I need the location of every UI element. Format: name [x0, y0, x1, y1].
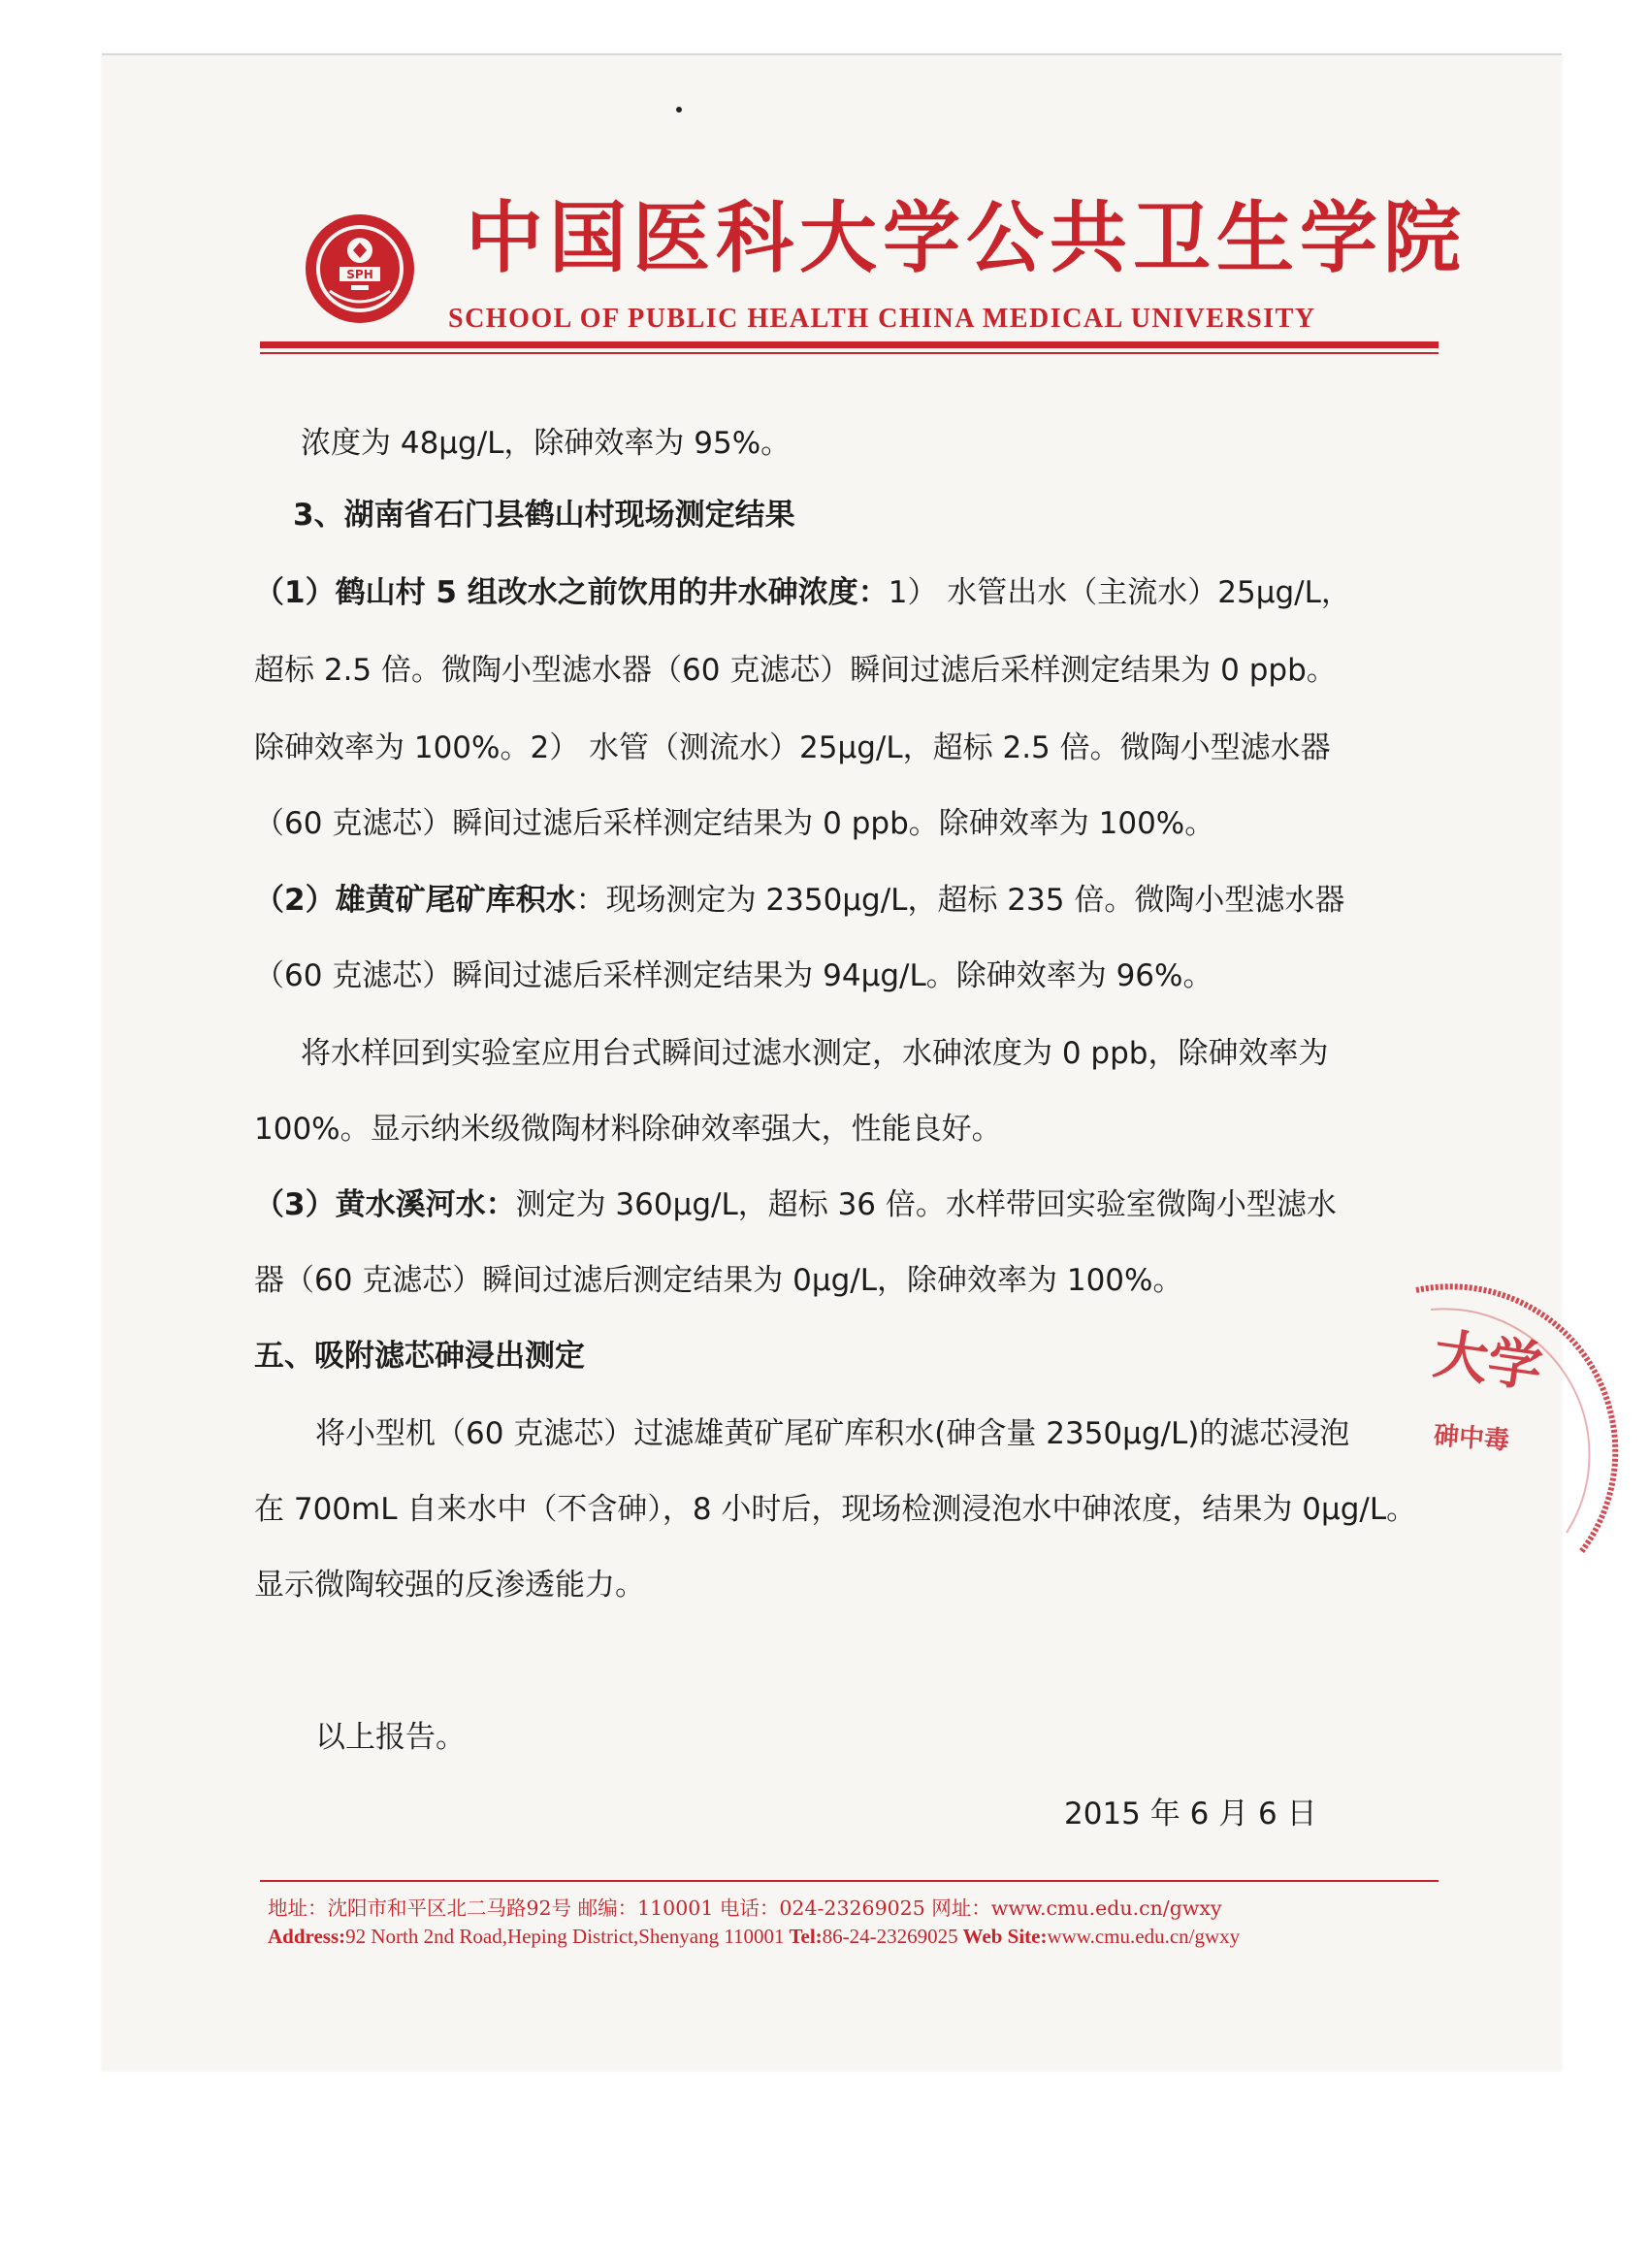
body-line: （60 克滤芯）瞬间过滤后采样测定结果为 94μg/L。除砷效率为 96%。 [254, 958, 1213, 993]
body-line: 超标 2.5 倍。微陶小型滤水器（60 克滤芯）瞬间过滤后采样测定结果为 0 ppb。 [254, 653, 1337, 688]
letterhead-title-en: SCHOOL OF PUBLIC HEALTH CHINA MEDICAL UNIVERSITY [448, 304, 1316, 334]
body-line: 器（60 克滤芯）瞬间过滤后测定结果为 0μg/L，除砷效率为 100%。 [254, 1263, 1183, 1298]
body-line [254, 883, 1345, 918]
body-line: 100%。显示纳米级微陶材料除砷效率强大，性能良好。 [254, 1112, 1002, 1147]
letterhead-title-cn: 中国医科大学公共卫生学院 [466, 192, 1467, 283]
body-line: 在 700mL 自来水中（不含砷），8 小时后，现场检测浸泡水中砷浓度，结果为 0μg/L。 [254, 1492, 1417, 1527]
report-date: 2015 年 6 月 6 日 [1064, 1797, 1317, 1831]
body-line: 除砷效率为 100%。2） 水管（测流水）25μg/L，超标 2.5 倍。微陶小型滤水器 [254, 730, 1331, 765]
letterhead-rule [260, 341, 1439, 348]
body-line: 将小型机（60 克滤芯）过滤雄黄矿尾矿库积水(砷含量 2350μg/L)的滤芯浸泡 [315, 1416, 1350, 1451]
body-text: ：现场测定为 2350μg/L，超标 235 倍。微陶小型滤水器 [575, 883, 1345, 918]
university-seal-logo [303, 211, 417, 326]
body-line: 将水样回到实验室应用台式瞬间过滤水测定，水砷浓度为 0 ppb，除砷效率为 [301, 1036, 1329, 1071]
section-heading: 3、湖南省石门县鹤山村现场测定结果 [293, 498, 795, 533]
section-heading: 五、吸附滤芯砷浸出测定 [254, 1339, 585, 1374]
stamp-text-small: 砷中毒 [1433, 1421, 1510, 1456]
body-text: 1） 水管出水（主流水）25μg/L， [888, 575, 1351, 610]
letterhead-rule-thin [260, 352, 1439, 354]
body-line: （60 克滤芯）瞬间过滤后采样测定结果为 0 ppb。除砷效率为 100%。 [254, 806, 1215, 841]
body-line: 浓度为 48μg/L，除砷效率为 95%。 [301, 426, 792, 461]
body-text: 测定为 360μg/L，超标 36 倍。水样带回实验室微陶小型滤水 [515, 1187, 1337, 1222]
logo-text: SPH [346, 268, 373, 281]
body-line [254, 575, 1351, 610]
closing-text: 以上报告。 [315, 1720, 466, 1755]
footer-contact-cn: 地址：沈阳市和平区北二马路92号 邮编：110001 电话：024-23269025 网址：www.cmu.edu.cn/gwxy [268, 1896, 1222, 1920]
body-line: 显示微陶较强的反渗透能力。 [254, 1568, 645, 1603]
item-heading: （2）雄黄矿尾矿库积水 [254, 883, 576, 918]
body-line [254, 1187, 1337, 1222]
item-heading: （1）鹤山村 5 组改水之前饮用的井水砷浓度： [254, 575, 889, 610]
scan-speck [676, 107, 682, 113]
scan-edge [102, 53, 1562, 55]
footer-rule [260, 1880, 1439, 1882]
footer-contact-en: Address:92 North 2nd Road,Heping District,Shenyang 110001 Tel:86-24-23269025 Web Site:www.cmu.edu.cn/gwxy [268, 1925, 1241, 1948]
stamp-text: 大学 [1429, 1321, 1547, 1401]
item-heading: （3）黄水溪河水： [254, 1187, 516, 1222]
